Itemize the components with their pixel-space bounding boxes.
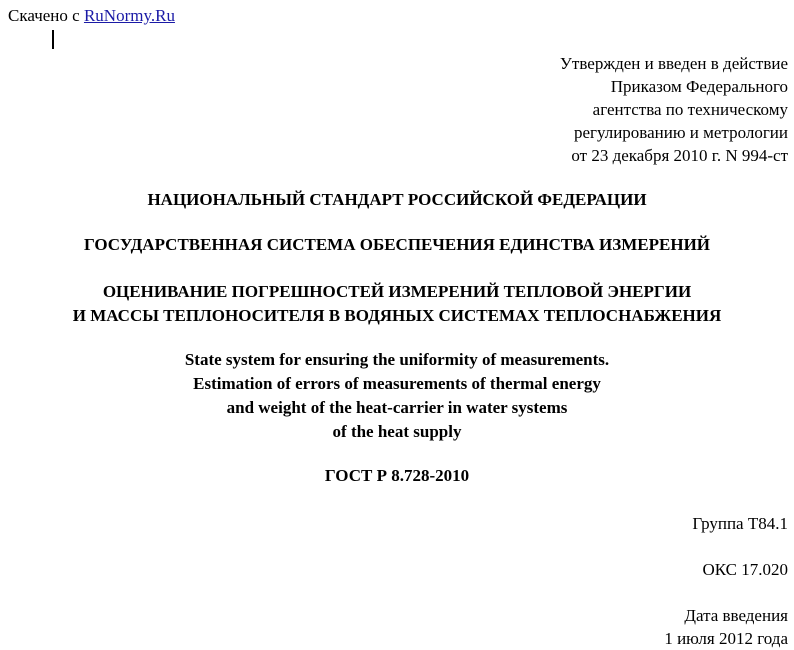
national-standard-text: НАЦИОНАЛЬНЫЙ СТАНДАРТ РОССИЙСКОЙ ФЕДЕРАЦИИ (147, 190, 647, 209)
english-title (0, 348, 794, 444)
source-link[interactable]: RuNormy.Ru (83, 6, 175, 25)
approval-line: регулированию и метрологии (573, 123, 788, 142)
title-line-1: ОЦЕНИВАНИЕ ПОГРЕШНОСТЕЙ ИЗМЕРЕНИЙ ТЕПЛОВОЙ ЭНЕРГИИ (102, 282, 692, 301)
title-line-2: И МАССЫ ТЕПЛОНОСИТЕЛЯ В ВОДЯНЫХ СИСТЕМАХ ТЕПЛОСНАБЖЕНИЯ (72, 306, 722, 325)
intro-date-label: Дата введения (684, 606, 788, 625)
standard-code-text: ГОСТ Р 8.728-2010 (324, 466, 470, 485)
approval-line: от 23 декабря 2010 г. N 994-ст (571, 146, 788, 165)
approval-line: Утвержден и введен в действие (559, 54, 788, 73)
national-standard-heading (0, 188, 794, 211)
english-title-line: Estimation of errors of measurements of thermal energy (193, 374, 601, 393)
group-label: Группа Т84.1 (692, 514, 788, 533)
english-title-line: State system for ensuring the uniformity of measurements. (184, 350, 610, 369)
source-prefix: Скачено с (8, 6, 80, 25)
text-cursor (52, 30, 54, 49)
approval-line: Приказом Федерального (610, 77, 788, 96)
source-line (8, 6, 175, 26)
system-text: ГОСУДАРСТВЕННАЯ СИСТЕМА ОБЕСПЕЧЕНИЯ ЕДИНСТВА ИЗМЕРЕНИЙ (83, 235, 711, 254)
english-title-line: and weight of the heat-carrier in water systems (226, 398, 568, 417)
intro-date-value: 1 июля 2012 года (664, 629, 788, 648)
standard-code (0, 464, 794, 487)
approval-block (408, 52, 788, 167)
system-heading (0, 233, 794, 256)
oks-label: ОКС 17.020 (702, 560, 788, 579)
english-title-line: of the heat supply (332, 422, 462, 441)
document-title (0, 280, 794, 328)
intro-date-block (664, 604, 788, 650)
approval-line: агентства по техническому (592, 100, 788, 119)
